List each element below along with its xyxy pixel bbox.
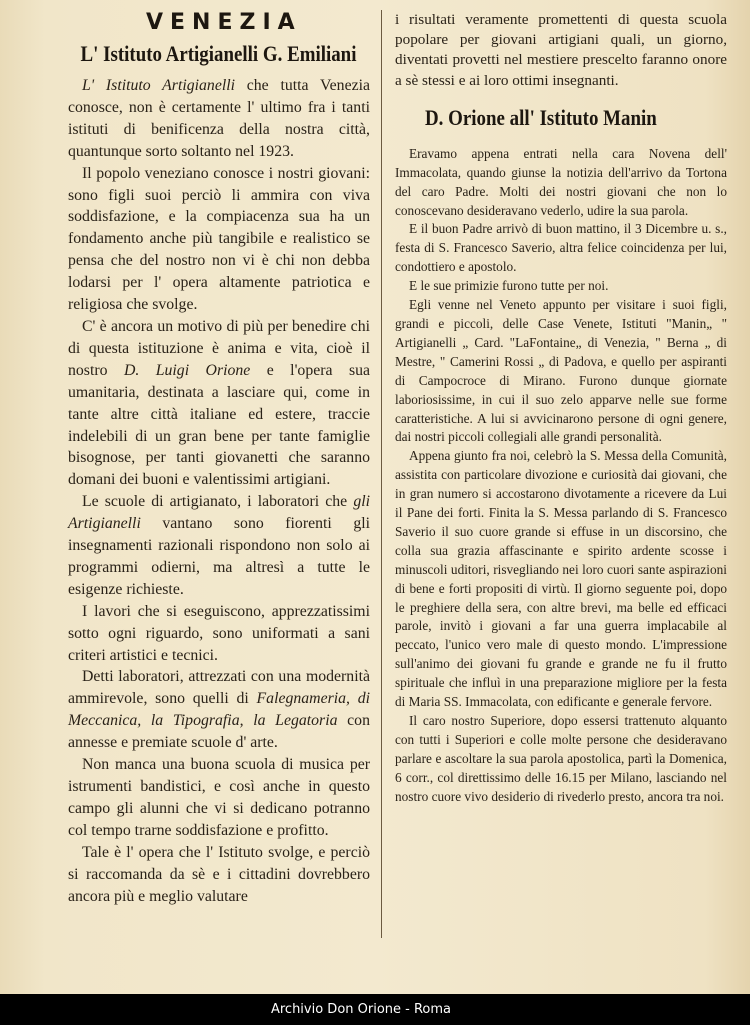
paragraph-text: Detti laboratori, attrezzati con una modernità ammirevole, sono quelli di xyxy=(68,668,370,708)
emphasis: Falegnameria, di Meccanica, la Tipografia, la Legatoria xyxy=(68,690,371,730)
paragraph: Il popolo veneziano conosce i nostri giovani: sono figli suoi perciò li ammira con viva soddisfazione, e la compiacenza sua ha un fondamento anche più tangibile e realistico se pensa che del nostro non vi è chi non debba lodarsi per l' opera altamente patriotica e religiosa che svolge. xyxy=(68,164,370,314)
paragraph: E le sue primizie furono tutte per noi. xyxy=(409,278,609,294)
archive-footer xyxy=(0,994,750,1025)
article-continuation: i risultati veramente promettenti di questa scuola popolare per giovani artigiani quali, un giorno, diventati provetti nel mestiere prescelto faranno onore a sè stessi e ai loro ottimi insegnanti. xyxy=(395,11,727,89)
paragraph-text: Le scuole di artigianato, i laboratori che xyxy=(82,493,354,511)
archive-credit: Archivio Don Orione - Roma xyxy=(270,1002,452,1017)
article-body-manin xyxy=(395,145,727,807)
paragraph: Il caro nostro Superiore, dopo essersi trattenuto alquanto con tutti i Superiori e colle molte persone che desideravano parlare e ascoltare la sua parola apostolica, partì la Domenica, 6 corr., col direttissimo delle 16.15 per Milano, lasciando nel nostro cuore vivo desiderio di rivederlo presto, ancora tra noi. xyxy=(395,713,727,804)
paragraph: E il buon Padre arrivò di buon mattino, il 3 Dicembre u. s., festa di S. Francesco Saverio, altra felice coincidenza per lui, condottiero e apostolo. xyxy=(395,221,727,275)
paragraph xyxy=(68,316,370,491)
left-column xyxy=(68,10,370,907)
paragraph: I lavori che si eseguiscono, apprezzatissimi sotto ogni riguardo, sono uniformati a sani criteri artistici e tecnici. xyxy=(68,602,370,664)
paragraph xyxy=(68,491,370,601)
emphasis: D. Luigi Orione xyxy=(123,361,251,379)
paragraph xyxy=(68,666,370,754)
paragraph-text: e l'opera sua umanitaria, destinata a lasciare qui, come in tante altre città italiane ed estere, traccie indelebili di un gran bene per tante famiglie bisognose, per tanti giovanetti che saranno domani dei buoni e valentissimi artigiani. xyxy=(68,361,370,489)
emphasis: gli Artigianelli xyxy=(68,493,370,533)
article-headline-artigianelli: L' Istituto Artigianelli G. Emiliani xyxy=(80,41,357,66)
paragraph-text: vantano sono fiorenti gli insegnamenti razionali rispondono non solo ai programmi odierni, ma altresì a tutte le esigenze richieste. xyxy=(68,515,370,598)
paragraph: Eravamo appena entrati nella cara Novena dell' Immacolata, quando giunse la notizia dell'arrivo da Tortona del caro Padre. Molti dei nostri giovani che non lo conoscevano desideravano vederlo, udire la sua parola. xyxy=(395,145,727,218)
paragraph: Non manca una buona scuola di musica per istrumenti bandistici, e così anche in questo campo gli alunni che vi si dedicano potranno col tempo trarne soddisfazione e profitto. xyxy=(68,756,370,839)
column-divider xyxy=(381,10,382,938)
paragraph xyxy=(68,75,370,163)
right-column xyxy=(395,10,727,807)
section-rubric: VENEZIA xyxy=(146,10,302,35)
emphasis: L' Istituto Artigianelli xyxy=(82,77,235,94)
paragraph-text: che tutta Venezia conosce, non è certamente l' ultimo fra i tanti istituti di benificenza della nostra città, quantunque sorto soltanto nel 1923. xyxy=(68,77,370,160)
paragraph: Egli venne nel Veneto appunto per visitare i suoi figli, grandi e piccoli, delle Case Venete, Istituti "Manin„ " Artigianelli „ Card. "LaFontaine„ di Venezia, " Berna „ di Mestre, " Camerini Rossi „ di Padova, e quello per aspiranti di Campocroce di Mirano. Furono dunque giornate laboriosissime, in cui il suo zelo apparve nelle sue forme caratteristiche. A lui si avvicinarono persone di ogni genere, dai nostri piccoli collegiali alle grandi personalità. xyxy=(395,297,727,445)
article-body-artigianelli xyxy=(68,75,370,907)
article-headline-manin: D. Orione all' Istituto Manin xyxy=(425,104,657,130)
paragraph: Tale è l' opera che l' Istituto svolge, e perciò si raccomanda da sè e i cittadini dovrebbero ancora più e meglio valutare xyxy=(68,843,370,905)
paragraph: Appena giunto fra noi, celebrò la S. Messa della Comunità, assistita con particolare divozione e curiosità dai giovani, che in gran numero si accostarono divotamente a ricevere da Lui il Pane dei forti. Finita la S. Messa parlando di S. Francesco Saverio il suo cuore grande si effuse in un discorsino, che colla sua grazia affascinante e spirito ardente scosse i minuscoli uditori, risvegliando nei loro cuori sante aspirazioni di bene e forti propositi di virtù. Il giorno seguente poi, dopo le preghiere della sera, con altre brevi, ma belle ed efficaci parole, invitò i giovani a far una guerra implacabile al peccato, l'unico vero male di questo mondo. L'impressione sull'animo dei giovani fu grande e grande ne fu il frutto spirituale che influì in una preparazione migliore per la festa di Maria SS. Immacolata, con edificante e generale fervore. xyxy=(395,448,727,710)
paragraph-text: con annesse e premiate scuole d' arte. xyxy=(68,712,370,752)
paragraph-text: C' è ancora un motivo di più per benedire chi di questa istituzione è anima e vita, cioè il nostro xyxy=(68,317,370,379)
